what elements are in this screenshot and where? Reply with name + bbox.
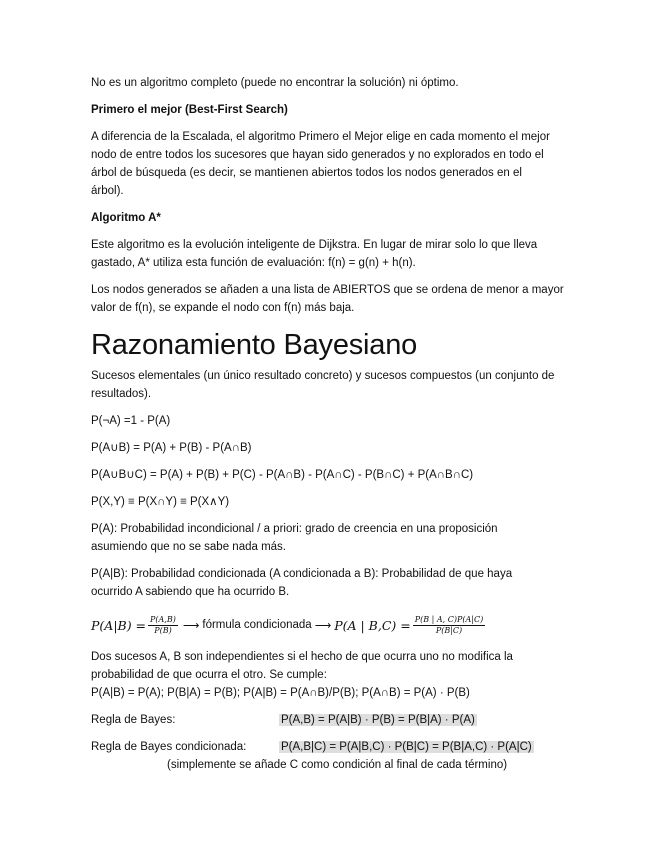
open-list-line-1: Los nodos generados se añaden a una lista de ABIERTOS que se ordena de menor a mayor [91,284,564,296]
fraction-numerator: P(A,B) [150,614,176,624]
fraction-numerator-conditioned: P(B | A, C)P(A|C) [414,614,484,624]
events-line-2: resultados). [91,388,152,400]
best-first-line-2: nodo de entre todos los sucesores que hayan sido generados y no explorados en todo el [91,149,544,161]
best-first-line-1: A diferencia de la Escalada, el algoritmo Primero el Mejor elige en cada momento el mejor [91,131,550,143]
best-first-line-4: árbol). [91,185,124,197]
astar-line-1: Este algoritmo es la evolución inteligente de Dijkstra. En lugar de mirar solo lo que lleva [91,239,538,251]
fraction-conditioned [413,615,486,636]
conditional-formula [91,610,487,640]
heading-astar: Algoritmo A* [91,212,161,224]
formula-union: P(A∪B) = P(A) + P(B) - P(A∩B) [91,442,252,454]
prior-line-2: asumiendo que no se sabe nada más. [91,541,286,553]
formula-lhs-conditioned: P(A | B,C) = [334,617,411,633]
independence-line-1: Dos sucesos A, B son independientes si el hecho de que ocurra uno no modifica la [91,651,513,663]
formula-union-three: P(A∪B∪C) = P(A) + P(B) + P(C) - P(A∩B) - P(A∩C) - P(B∩C) + P(A∩B∩C) [91,469,474,481]
arrow-icon-2: ⟶ [314,620,332,632]
formula-lhs: P(A|B) = [91,617,147,633]
formula-negation: P(¬A) =1 - P(A) [91,415,171,427]
section-title-bayes: Razonamiento Bayesiano [91,329,418,361]
fraction-denominator-conditioned: P(B|C) [435,625,463,635]
astar-line-2: gastado, A* utiliza esta función de evaluación: f(n) = g(n) + h(n). [91,257,416,269]
fraction-denominator: P(B) [154,625,172,635]
bayes-conditioned-formula [279,738,534,756]
formula-label: fórmula condicionada [202,619,312,631]
fraction-joint-over-b [148,615,178,636]
heading-best-first: Primero el mejor (Best-First Search) [91,104,288,116]
independence-line-2: probabilidad de que ocurra el otro. Se cumple: [91,669,327,681]
best-first-line-3: árbol de búsqueda (es decir, se mantienen abiertos todos los nodos generados en el [91,167,522,179]
formula-joint: P(X,Y) ≡ P(X∩Y) ≡ P(X∧Y) [91,496,230,508]
bayes-conditioned-label: Regla de Bayes condicionada: [91,741,247,753]
bayes-rule-label: Regla de Bayes: [91,714,176,726]
conditional-line-1: P(A|B): Probabilidad condicionada (A condicionada a B): Probabilidad de que haya [91,568,513,580]
independence-formulas: P(A|B) = P(A); P(B|A) = P(B); P(A|B) = P(A∩B)/P(B); P(A∩B) = P(A) · P(B) [91,687,470,699]
prior-line-1: P(A): Probabilidad incondicional / a priori: grado de creencia en una proposición [91,523,498,535]
arrow-icon: ⟶ [182,620,200,632]
bayes-rule-formula [279,711,477,729]
open-list-line-2: valor de f(n), se expande el nodo con f(n) más baja. [91,302,355,314]
bayes-conditioned-note: (simplemente se añade C como condición al final de cada término) [167,759,508,771]
paragraph-not-complete: No es un algoritmo completo (puede no encontrar la solución) ni óptimo. [91,77,459,89]
bayes-conditioned-highlight: P(A,B|C) = P(A|B,C) · P(B|C) = P(B|A,C) · P(A|C) [281,741,532,753]
bayes-rule-highlight: P(A,B) = P(A|B) · P(B) = P(B|A) · P(A) [281,714,475,726]
conditional-line-2: ocurrido A sabiendo que ha ocurrido B. [91,586,290,598]
events-line-1: Sucesos elementales (un único resultado concreto) y sucesos compuestos (un conjunto de [91,370,555,382]
